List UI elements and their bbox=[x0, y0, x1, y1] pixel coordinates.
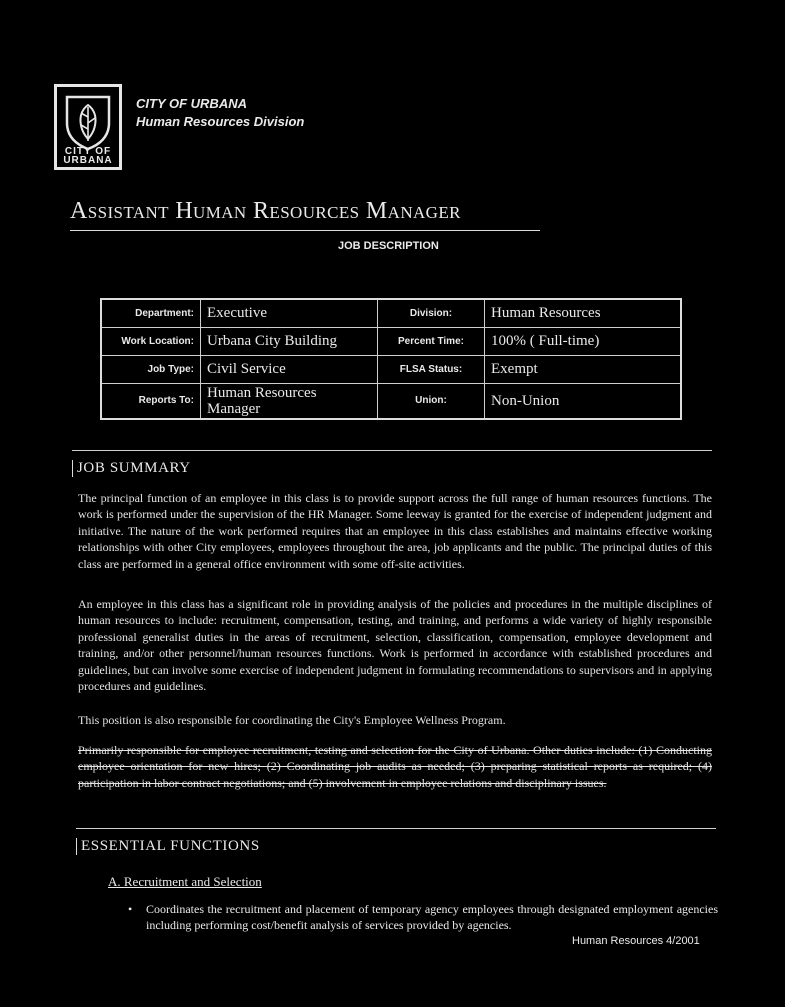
info-value: Urbana City Building bbox=[201, 328, 378, 356]
info-label: Reports To: bbox=[101, 384, 201, 420]
summary-paragraph: This position is also responsible for coordinating the City's Employee Wellness Program. bbox=[78, 713, 506, 727]
job-info-table bbox=[100, 298, 682, 420]
info-label: Division: bbox=[378, 299, 485, 328]
leaf-icon bbox=[63, 93, 113, 151]
info-value: Civil Service bbox=[201, 356, 378, 384]
org-header bbox=[136, 95, 304, 131]
info-value: Human Resources Manager bbox=[201, 384, 378, 420]
org-division: Human Resources Division bbox=[136, 114, 305, 129]
document-title: Assistant Human Resources Manager bbox=[70, 198, 461, 224]
info-label: Percent Time: bbox=[378, 328, 485, 356]
info-value: Exempt bbox=[485, 356, 682, 384]
info-label: Department: bbox=[101, 299, 201, 328]
bullet-icon: • bbox=[128, 902, 133, 916]
logo-text: CITY OF URBANA bbox=[63, 146, 113, 166]
section-divider bbox=[72, 450, 712, 451]
subsection-heading: A. Recruitment and Selection bbox=[108, 874, 262, 889]
info-label: Union: bbox=[378, 384, 485, 420]
document-subtitle: JOB DESCRIPTION bbox=[338, 240, 439, 252]
summary-paragraph-struck: Primarily responsible for employee recruitment, testing and selection for the City of Urbana. Other duties include: (1) Conducting employee orientation for new hires; (2) Coordinating job audits as needed; (3) preparing statistical reports as required; (4) participation in labor contract negotiations; and (5) involvement in employee relations and disciplinary issues. bbox=[78, 743, 712, 790]
info-label: Job Type: bbox=[101, 356, 201, 384]
table-row bbox=[101, 328, 681, 356]
info-label: Work Location: bbox=[101, 328, 201, 356]
org-name: CITY OF URBANA bbox=[136, 96, 247, 111]
page-footer: Human Resources 4/2001 bbox=[572, 935, 700, 947]
city-seal-logo bbox=[54, 84, 122, 170]
section-heading-job-summary: JOB SUMMARY bbox=[72, 460, 191, 477]
table-row bbox=[101, 356, 681, 384]
title-divider bbox=[70, 230, 540, 231]
table-row bbox=[101, 299, 681, 328]
section-heading-essential-functions: ESSENTIAL FUNCTIONS bbox=[76, 838, 260, 855]
summary-paragraph: An employee in this class has a significant role in providing analysis of the policies and procedures in the multiple disciplines of human resources to include: recruitment, compensation, testing, and training, and performs a wide variety of highly responsible professional generalist duties in the areas of recruitment, selection, classification, compensation, employee development and training, and/or other personnel/human resources functions. Work is performed in accordance with established procedures and guidelines, but can involve some exercise of independent judgment in formulating recommendations to supervisors and in applying procedures and guidelines. bbox=[78, 597, 712, 694]
info-label: FLSA Status: bbox=[378, 356, 485, 384]
table-row bbox=[101, 384, 681, 420]
summary-paragraph: The principal function of an employee in this class is to provide support across the full range of human resources functions. The work is performed under the supervision of the HR Manager. Some leeway is granted for the exercise of independent judgment and initiative. The nature of the work performed requires that an employee in this class establishes and maintains effective working relationships with other City employees, employees throughout the area, job applicants and the public. The principal duties of this class are performed in a general office environment with some off-site activities. bbox=[78, 491, 712, 571]
section-divider bbox=[76, 828, 716, 829]
info-value: 100% ( Full-time) bbox=[485, 328, 682, 356]
info-value: Executive bbox=[201, 299, 378, 328]
info-value: Human Resources bbox=[485, 299, 682, 328]
list-item-text: Coordinates the recruitment and placement of temporary agency employees through designated employment agencies including performing cost/benefit analysis of services provided by agencies. bbox=[146, 902, 718, 932]
info-value: Non-Union bbox=[485, 384, 682, 420]
